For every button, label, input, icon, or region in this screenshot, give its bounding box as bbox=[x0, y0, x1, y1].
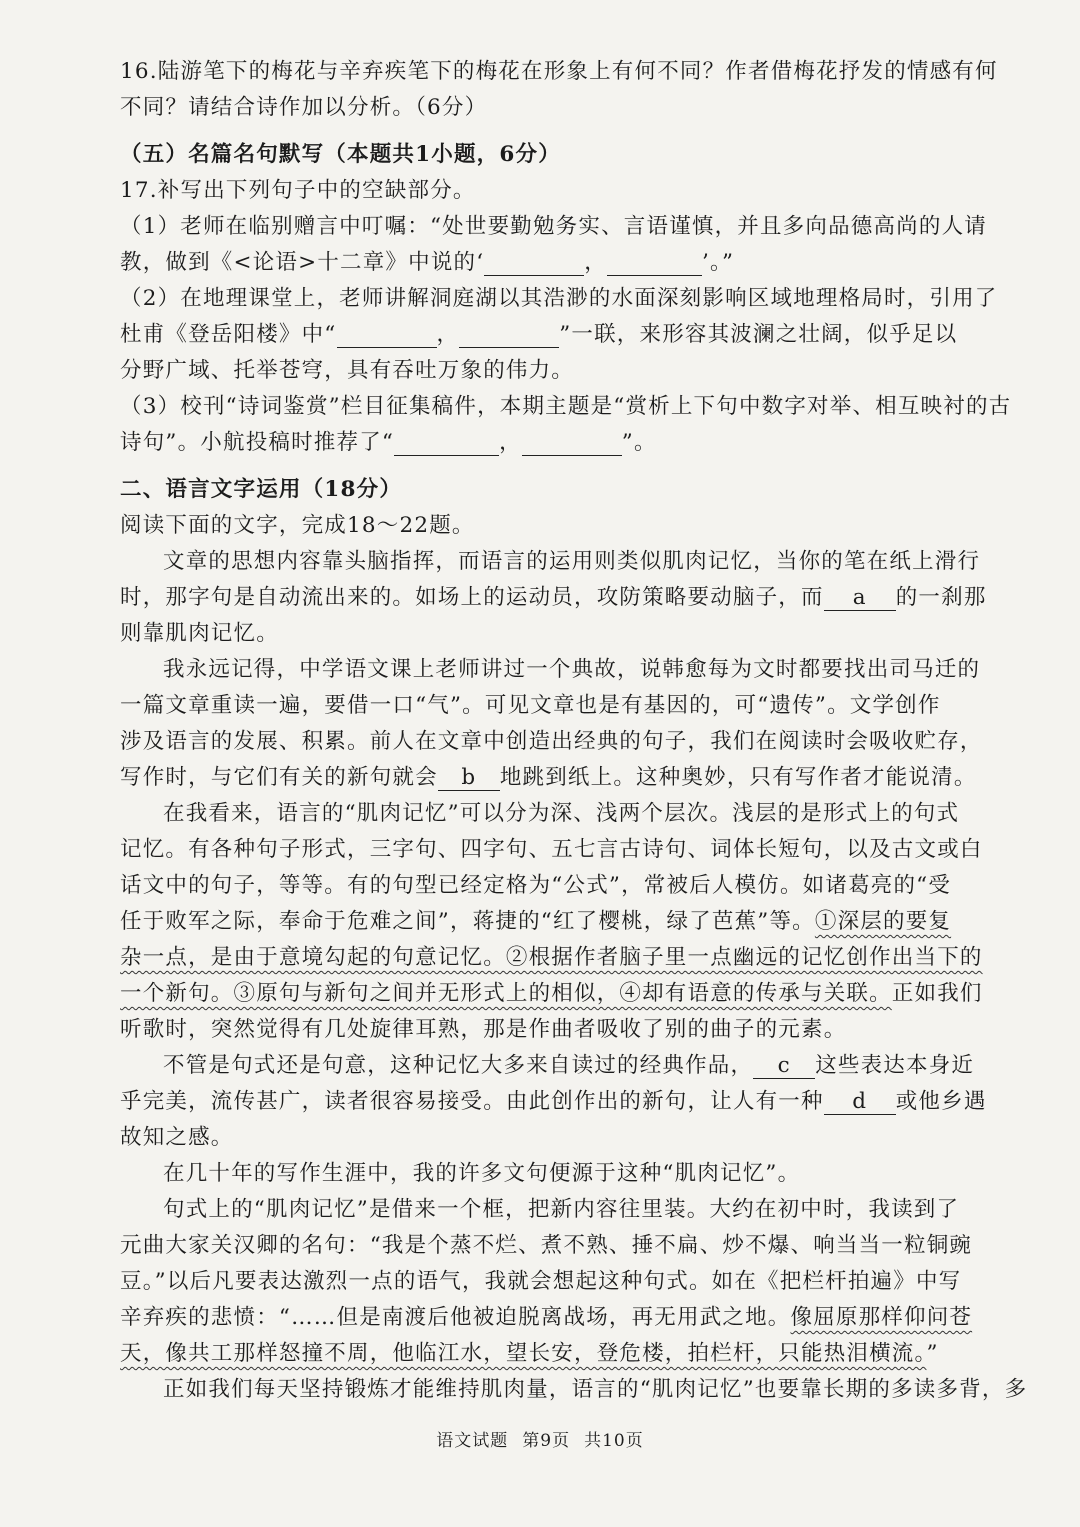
text-segment: 时，那字句是自动流出来的。如场上的运动员，攻防策略要动脑子，而 bbox=[120, 585, 824, 610]
passage-line: 涉及语言的发展、积累。前人在文章中创造出经典的句子，我们在阅读时会吸收贮存， bbox=[120, 729, 983, 754]
passage-line bbox=[120, 1084, 987, 1115]
wavy-underlined-text: 杂一点，是由于意境勾起的句意记忆。②根据作者脑子里一点幽远的记忆创作出当下的 bbox=[120, 945, 983, 970]
text-segment: 乎完美，流传甚广，读者很容易接受。由此创作出的新句，让人有一种 bbox=[120, 1089, 824, 1114]
footer-total-pages: 共10页 bbox=[584, 1431, 644, 1451]
passage-line: 文章的思想内容靠头脑指挥，而语言的运用则类似肌肉记忆，当你的笔在纸上滑行 bbox=[163, 549, 981, 574]
text-segment: ”。 bbox=[621, 430, 657, 455]
passage-line bbox=[120, 580, 987, 611]
text-segment: 教，做到《<论语>十二章》中说的‘ bbox=[120, 250, 485, 275]
passage-line bbox=[120, 976, 983, 1007]
passage-line bbox=[120, 1336, 939, 1367]
blank-d: d bbox=[824, 1091, 896, 1115]
page-footer bbox=[0, 1426, 1080, 1451]
part-2-heading: 二、语言文字运用（18分） bbox=[120, 477, 403, 502]
text-segment: 地跳到纸上。这种奥妙，只有写作者才能说清。 bbox=[499, 765, 977, 790]
footer-page-number: 第9页 bbox=[522, 1431, 571, 1451]
q17-1-line-1: （1）老师在临别赠言中叮嘱：“处世要勤勉务实、言语谨慎，并且多向品德高尚的人请 bbox=[120, 214, 987, 239]
text-segment: 杜甫《登岳阳楼》中“ bbox=[120, 322, 337, 347]
passage-line bbox=[163, 1048, 974, 1079]
text-segment: ， bbox=[584, 250, 607, 275]
passage-line: 句式上的“肌肉记忆”是借来一个框，把新内容往里装。大约在初中时，我读到了 bbox=[163, 1197, 960, 1222]
answer-blank-5[interactable] bbox=[394, 432, 499, 456]
reading-instruction: 阅读下面的文字，完成18～22题。 bbox=[120, 513, 475, 538]
wavy-underlined-text: 天，像共工那样怒撞不周，他临江水，望长安，登危楼，拍栏杆，只能热泪横流。 bbox=[120, 1341, 927, 1366]
passage-line: 故知之感。 bbox=[120, 1125, 234, 1150]
q17-2-line-1: （2）在地理课堂上，老师讲解洞庭湖以其浩渺的水面深刻影响区域地理格局时，引用了 bbox=[120, 286, 998, 311]
passage-line bbox=[120, 1300, 972, 1331]
text-segment: ， bbox=[436, 322, 460, 347]
q17-2-line-2 bbox=[120, 317, 957, 348]
text-segment: 诗句”。小航投稿时推荐了“ bbox=[120, 430, 395, 455]
passage-line: 在几十年的写作生涯中，我的许多文句便源于这种“肌肉记忆”。 bbox=[163, 1161, 801, 1186]
text-segment: 任于败军之际，奉命于危难之间”，蒋捷的“红了樱桃，绿了芭蕉”等。 bbox=[120, 909, 815, 934]
text-segment: ’。” bbox=[701, 250, 735, 275]
passage-line: 我永远记得，中学语文课上老师讲过一个典故，说韩愈每为文时都要找出司马迁的 bbox=[163, 657, 981, 682]
passage-line: 话文中的句子，等等。有的句型已经定格为“公式”，常被后人模仿。如诸葛亮的“受 bbox=[120, 873, 952, 898]
passage-line: 豆。”以后凡要表达激烈一点的语气，我就会想起这种句式。如在《把栏杆拍遍》中写 bbox=[120, 1269, 962, 1294]
q16-line-1: 16.陆游笔下的梅花与辛弃疾笔下的梅花在形象上有何不同？作者借梅花抒发的情感有何 bbox=[120, 59, 998, 84]
text-segment: ， bbox=[499, 430, 522, 455]
text-segment: 写作时，与它们有关的新句就会 bbox=[120, 765, 438, 790]
wavy-underlined-text: 一个新句。③原句与新句之间并无形式上的相似，④却有语意的传承与关联。 bbox=[120, 981, 892, 1006]
answer-blank-2[interactable] bbox=[607, 252, 702, 276]
passage-line: 听歌时，突然觉得有几处旋律耳熟，那是作曲者吸收了别的曲子的元素。 bbox=[120, 1017, 847, 1042]
blank-c: c bbox=[753, 1055, 815, 1079]
q17-3-line-2 bbox=[120, 425, 657, 456]
answer-blank-3[interactable] bbox=[337, 324, 437, 348]
passage-line: 正如我们每天坚持锻炼才能维持肌肉量，语言的“肌肉记忆”也要靠长期的多读多背，多 bbox=[163, 1377, 1028, 1402]
text-segment: 正如我们 bbox=[891, 981, 983, 1006]
passage-line: 在我看来，语言的“肌肉记忆”可以分为深、浅两个层次。浅层的是形式上的句式 bbox=[163, 801, 960, 826]
text-segment: 或他乡遇 bbox=[895, 1089, 987, 1114]
text-segment: ”一联，来形容其波澜之壮阔，似乎足以 bbox=[559, 322, 958, 347]
q17-1-line-2 bbox=[120, 245, 734, 276]
passage-line: 则靠肌肉记忆。 bbox=[120, 621, 279, 646]
q16-line-2: 不同？请结合诗作加以分析。（6分） bbox=[120, 95, 488, 120]
wavy-underlined-text: 像屈原那样仰问苍 bbox=[790, 1305, 973, 1330]
footer-subject: 语文试题 bbox=[436, 1431, 509, 1451]
text-segment: 的一刹那 bbox=[895, 585, 987, 610]
answer-blank-4[interactable] bbox=[459, 324, 559, 348]
passage-line: 元曲大家关汉卿的名句：“我是个蒸不烂、煮不熟、捶不扁、炒不爆、响当当一粒铜豌 bbox=[120, 1233, 973, 1258]
passage-line bbox=[120, 760, 977, 791]
passage-line: 一篇文章重读一遍，要借一口“气”。可见文章也是有基因的，可“遗传”。文学创作 bbox=[120, 693, 941, 718]
section-5-heading: （五）名篇名句默写（本题共1小题，6分） bbox=[120, 142, 561, 167]
passage-line bbox=[120, 904, 951, 935]
answer-blank-1[interactable] bbox=[484, 252, 584, 276]
q17-2-line-3: 分野广域、托举苍穹，具有吞吐万象的伟力。 bbox=[120, 358, 575, 383]
passage-line: 记忆。有各种句子形式，三字句、四字句、五七言古诗句、词体长短句，以及古文或白 bbox=[120, 837, 983, 862]
text-segment: 辛弃疾的悲愤：“……但是南渡后他被迫脱离战场，再无用武之地。 bbox=[120, 1305, 791, 1330]
q17-3-line-1: （3）校刊“诗词鉴赏”栏目征集稿件，本期主题是“赏析上下句中数字对举、相互映衬的古 bbox=[120, 394, 1012, 419]
q17-stem: 17.补写出下列句子中的空缺部分。 bbox=[120, 178, 476, 203]
blank-b: b bbox=[438, 767, 500, 791]
blank-a: a bbox=[824, 587, 896, 611]
text-segment: 这些表达本身近 bbox=[815, 1053, 975, 1078]
text-segment: ” bbox=[926, 1341, 939, 1366]
wavy-underlined-text: ①深层的要复 bbox=[814, 909, 952, 934]
answer-blank-6[interactable] bbox=[522, 432, 622, 456]
passage-line bbox=[120, 940, 983, 971]
text-segment: 不管是句式还是句意，这种记忆大多来自读过的经典作品， bbox=[163, 1053, 754, 1078]
